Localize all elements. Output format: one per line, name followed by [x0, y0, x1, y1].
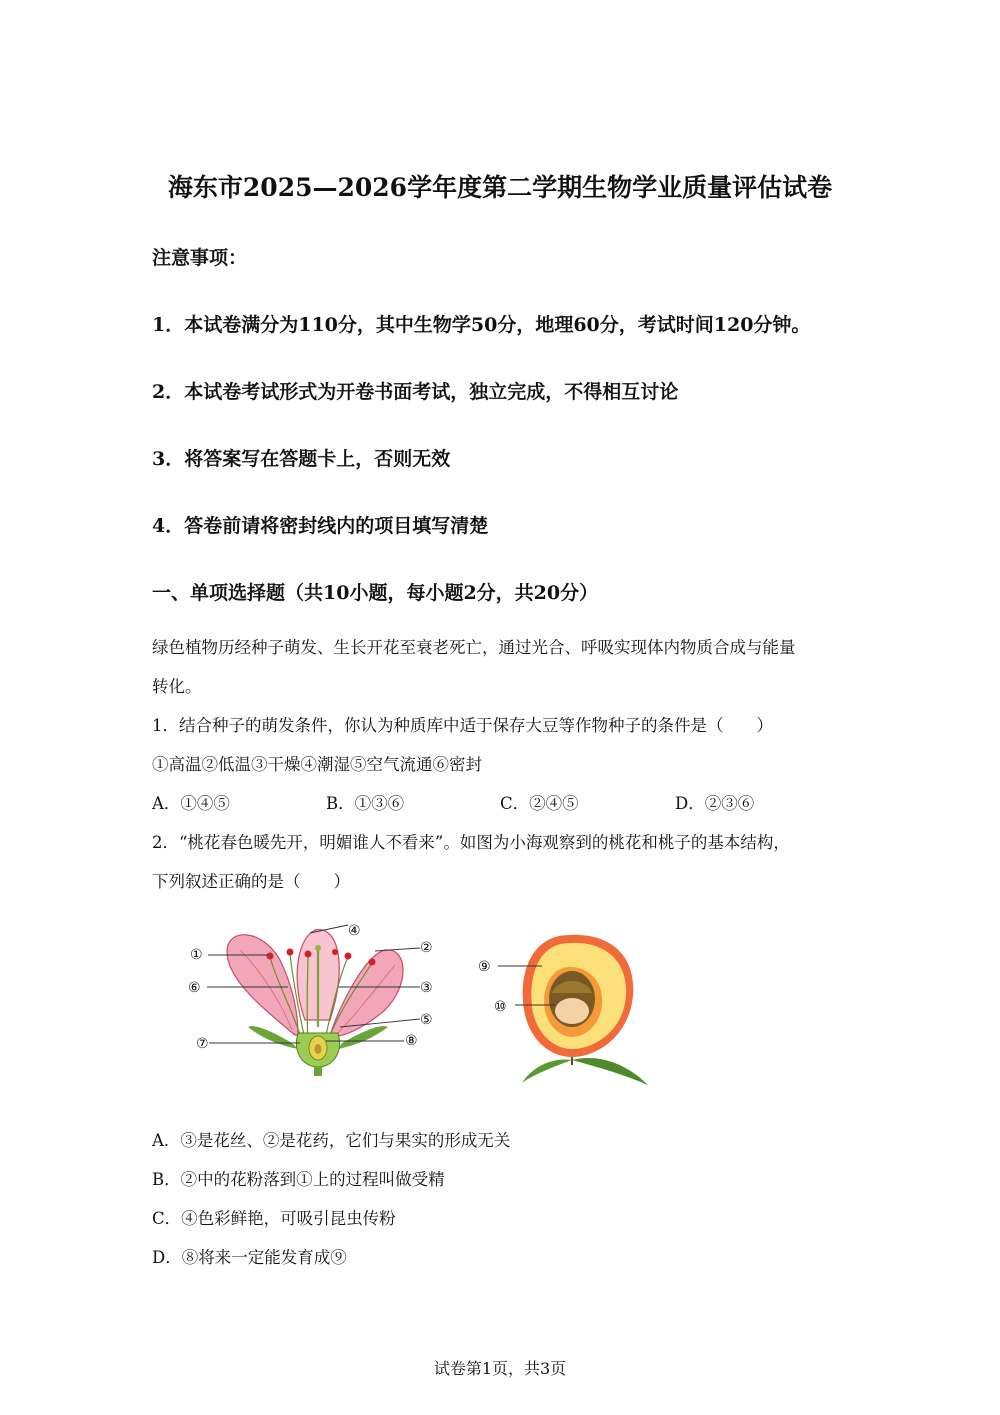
question-2-option-b: B．②中的花粉落到①上的过程叫做受精 [152, 1170, 445, 1189]
question-1-conditions: ①高温②低温③干燥④潮湿⑤空气流通⑥密封 [152, 755, 482, 774]
question-2-stem-line2: 下列叙述正确的是（ ） [152, 872, 350, 891]
peach-flower-illustration [227, 930, 403, 1076]
question-1-stem: 1．结合种子的萌发条件，你认为种质库中适于保存大豆等作物种子的条件是（ ） [152, 716, 773, 735]
figure-label-5: ⑤ [420, 1012, 433, 1028]
section-heading: 一、单项选择题（共10小题，每小题2分，共20分） [152, 582, 599, 604]
question-2-stem-line1: 2．“桃花春色暖先开，明媚谁人不看来”。如图为小海观察到的桃花和桃子的基本结构， [152, 833, 790, 852]
question-1-option-d: D．②③⑥ [675, 794, 755, 813]
figure-label-3: ③ [420, 980, 433, 996]
question-1-option-c: C．②④⑤ [500, 794, 579, 813]
figure-label-2: ② [420, 940, 433, 956]
question-1-option-b: B．①③⑥ [326, 794, 405, 813]
figure-label-9: ⑨ [478, 959, 491, 975]
figure-label-1: ① [190, 947, 203, 963]
section-intro-line2: 转化。 [152, 677, 202, 696]
question-1-option-a: A．①④⑤ [152, 794, 230, 813]
question-2-option-a: A．③是花丝、②是花药，它们与果实的形成无关 [152, 1131, 511, 1150]
notice-item-3: 3．将答案写在答题卡上，否则无效 [152, 448, 451, 470]
flower-fruit-figure [180, 915, 660, 1090]
page-footer: 试卷第1页，共3页 [433, 1359, 567, 1378]
question-2-option-d: D．⑧将来一定能发育成⑨ [152, 1248, 347, 1267]
figure-label-6: ⑥ [188, 980, 201, 996]
section-intro-line1: 绿色植物历经种子萌发、生长开花至衰老死亡，通过光合、呼吸实现体内物质合成与能量 [152, 638, 796, 657]
peach-fruit-illustration [522, 935, 648, 1085]
notice-item-1: 1．本试卷满分为110分，其中生物学50分，地理60分，考试时间120分钟。 [152, 314, 811, 336]
figure-label-8: ⑧ [405, 1033, 418, 1049]
question-2-option-c: C．④色彩鲜艳，可吸引昆虫传粉 [152, 1209, 396, 1228]
notice-item-2: 2．本试卷考试形式为开卷书面考试，独立完成，不得相互讨论 [152, 381, 679, 403]
figure-label-10: ⑩ [494, 999, 507, 1015]
figure-label-4: ④ [348, 923, 361, 939]
notice-item-4: 4．答卷前请将密封线内的项目填写清楚 [152, 515, 489, 537]
page-title: 海东市2025—2026学年度第二学期生物学业质量评估试卷 [167, 173, 833, 202]
notice-heading: 注意事项： [152, 247, 248, 269]
figure-label-7: ⑦ [196, 1036, 209, 1052]
